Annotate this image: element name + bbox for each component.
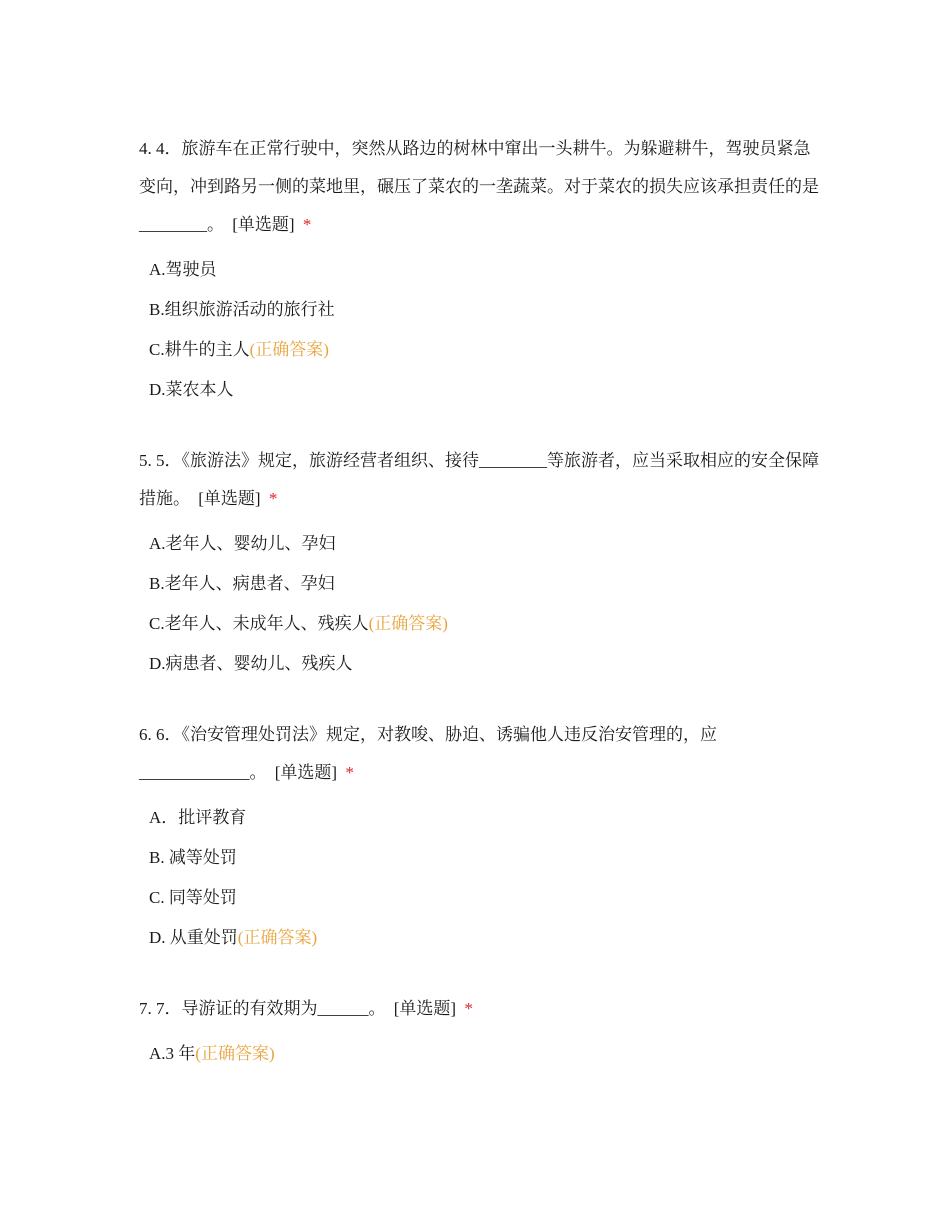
correct-answer-label: (正确答案) [368,614,448,633]
option-text: C.老年人、未成年人、残疾人 [149,614,369,633]
option-list [149,250,819,410]
question-type: [单选题] [198,489,261,508]
option-list [149,1034,819,1074]
question-7 [139,990,819,1074]
option-a[interactable] [149,250,819,290]
option-c[interactable] [149,604,819,644]
question-title [139,716,819,792]
option-text: A.驾驶员 [149,260,217,279]
required-marker: * [302,215,312,234]
question-type: [单选题] [274,763,338,782]
correct-answer-label: (正确答案) [237,928,318,947]
option-b[interactable] [149,838,819,878]
option-text: B.组织旅游活动的旅行社 [149,300,335,319]
question-title [139,442,819,518]
option-text: A．批评教育 [149,808,247,827]
correct-answer-label: (正确答案) [195,1044,275,1063]
option-b[interactable] [149,290,819,330]
option-text: B. 减等处罚 [149,848,237,867]
required-marker: * [464,999,473,1018]
question-text: 7. 7．导游证的有效期为______。 [139,999,386,1018]
option-d[interactable] [149,918,819,958]
option-text: D.病患者、婴幼儿、残疾人 [149,654,353,673]
option-text: C. 同等处罚 [149,888,237,907]
option-text: A.3 年 [149,1044,196,1063]
option-text: B.老年人、病患者、孕妇 [149,574,335,593]
required-marker: * [345,763,354,782]
question-4 [139,130,819,410]
option-list [149,798,819,958]
correct-answer-label: (正确答案) [249,340,329,359]
question-text: 5. 5．《旅游法》规定，旅游经营者组织、接待________等旅游者，应当采取相应的安全保障措施。 [139,451,819,508]
option-c[interactable] [149,330,819,370]
option-list [149,524,819,684]
survey-page [139,130,819,1106]
option-text: D.菜农本人 [149,380,234,399]
question-text: 4. 4．旅游车在正常行驶中，突然从路边的树林中窜出一头耕牛。为躲避耕牛，驾驶员紧急变向，冲到路另一侧的菜地里，碾压了菜农的一垄蔬菜。对于菜农的损失应该承担责任的是________。 [139,139,819,234]
option-d[interactable] [149,644,819,684]
question-title [139,990,819,1028]
question-title [139,130,819,244]
question-5 [139,442,819,684]
question-text: 6. 6．《治安管理处罚法》规定，对教唆、胁迫、诱骗他人违反治安管理的，应_____________。 [139,725,717,782]
option-a[interactable] [149,798,819,838]
option-a[interactable] [149,524,819,564]
option-text: A.老年人、婴幼儿、孕妇 [149,534,336,553]
option-d[interactable] [149,370,819,410]
option-text: C.耕牛的主人 [149,340,250,359]
question-6 [139,716,819,958]
option-c[interactable] [149,878,819,918]
question-type: [单选题] [393,999,457,1018]
required-marker: * [268,489,278,508]
question-type: [单选题] [232,215,295,234]
option-b[interactable] [149,564,819,604]
option-a[interactable] [149,1034,819,1074]
option-text: D. 从重处罚 [149,928,238,947]
